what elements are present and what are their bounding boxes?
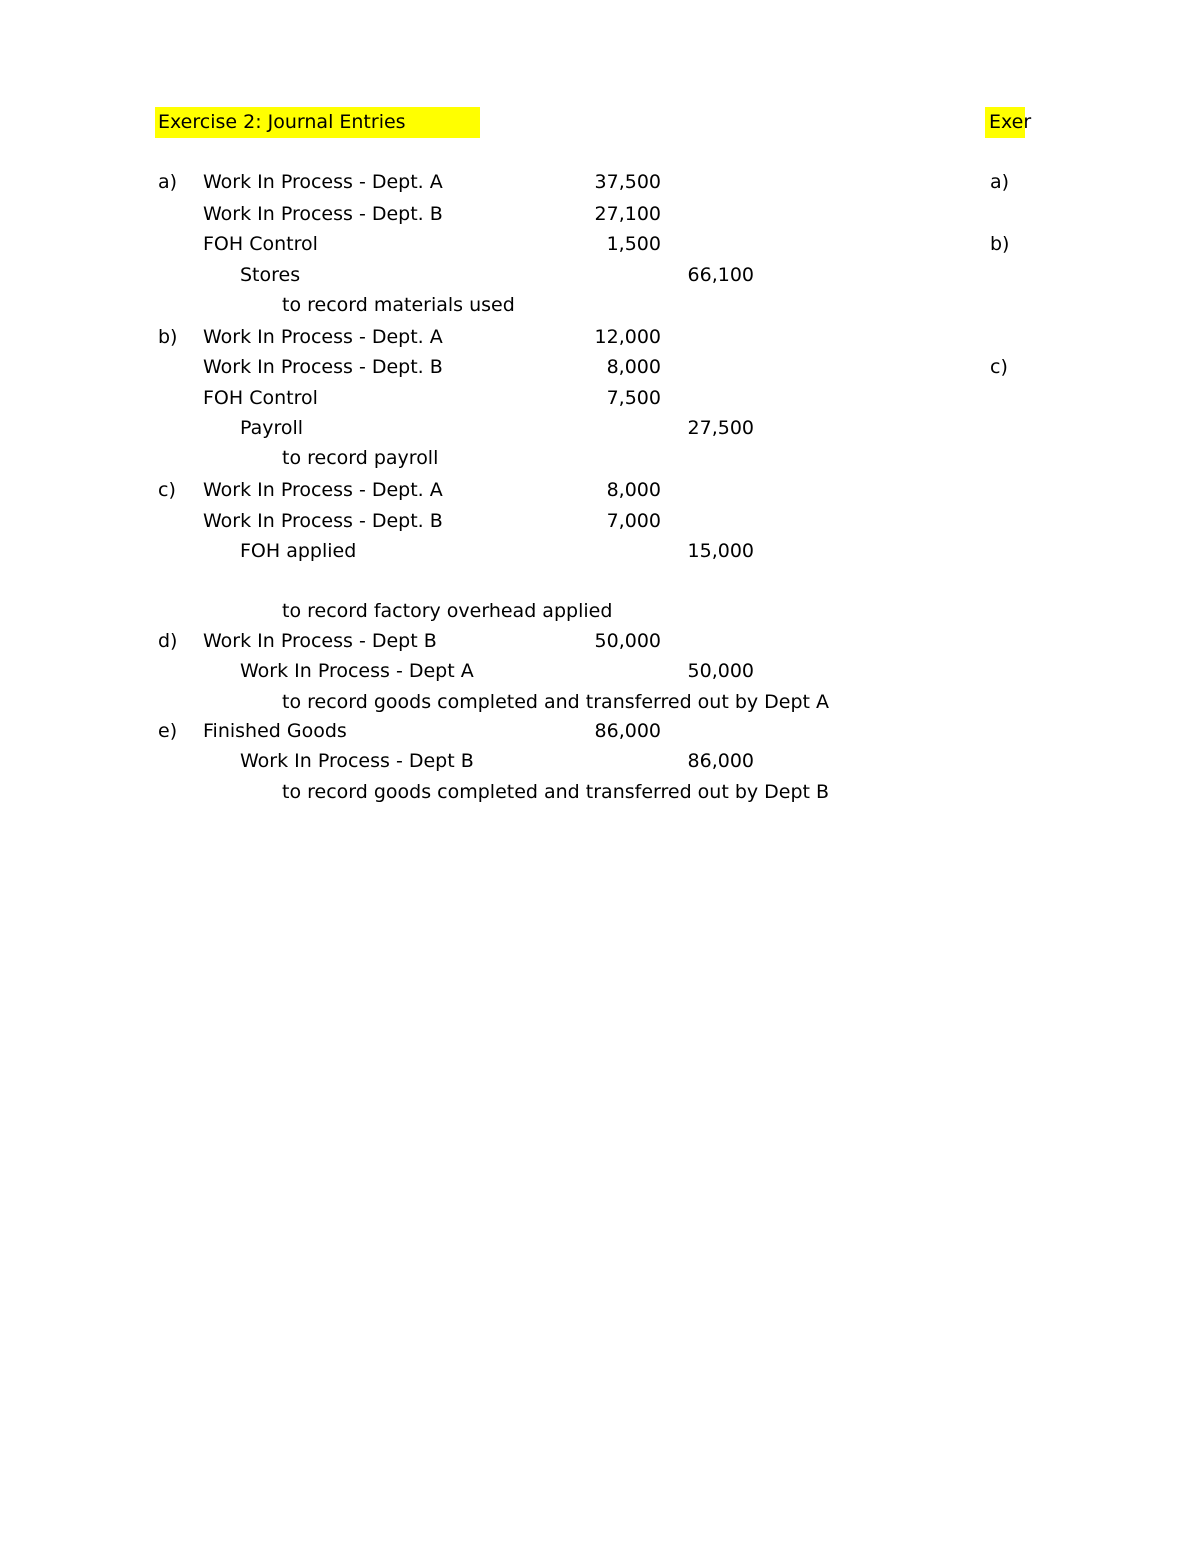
- entry-d-memo: to record goods completed and transferred out by Dept A: [282, 691, 830, 713]
- entry-e-debit-account: Finished Goods: [203, 720, 347, 742]
- entry-c-credit-account: FOH applied: [240, 540, 357, 562]
- entry-a-memo: to record materials used: [282, 294, 515, 316]
- entry-b-debit-account: Work In Process - Dept. A: [203, 326, 443, 348]
- entry-e-debit-amount: 86,000: [594, 720, 661, 742]
- entry-a-debit-amount: 37,500: [594, 171, 661, 193]
- entry-c-debit-amount: 8,000: [606, 479, 661, 501]
- entry-a-debit-account: FOH Control: [203, 233, 318, 255]
- entry-d-debit-account: Work In Process - Dept B: [203, 630, 437, 652]
- entry-e-credit-account: Work In Process - Dept B: [240, 750, 474, 772]
- entry-b-debit-amount: 12,000: [594, 326, 661, 348]
- exercise-title: Exercise 2: Journal Entries: [158, 111, 406, 133]
- entry-c-debit-amount: 7,000: [606, 510, 661, 532]
- entry-a-credit-account: Stores: [240, 264, 301, 286]
- entry-b-debit-amount: 7,500: [606, 387, 661, 409]
- entry-c-memo: to record factory overhead applied: [282, 600, 613, 622]
- entry-e-credit-amount: 86,000: [687, 750, 754, 772]
- next-exercise-title-highlight: [985, 107, 1032, 138]
- entry-a-debit-account: Work In Process - Dept. B: [203, 203, 443, 225]
- entry-c-debit-account: Work In Process - Dept. A: [203, 479, 443, 501]
- entry-b-debit-account: FOH Control: [203, 387, 318, 409]
- entry-a-credit-amount: 66,100: [687, 264, 754, 286]
- entry-a-debit-amount: 27,100: [594, 203, 661, 225]
- entry-d-debit-amount: 50,000: [594, 630, 661, 652]
- entry-c-credit-amount: 15,000: [687, 540, 754, 562]
- entry-a-letter: a): [158, 171, 178, 193]
- entry-a-debit-amount: 1,500: [606, 233, 661, 255]
- next-exercise-title: Exer: [989, 111, 1032, 133]
- entry-d-credit-amount: 50,000: [687, 660, 754, 682]
- entry-d-credit-account: Work In Process - Dept A: [240, 660, 474, 682]
- next-exercise-letter-c: c): [990, 356, 1008, 378]
- entry-b-letter: b): [158, 326, 178, 348]
- entry-c-debit-account: Work In Process - Dept. B: [203, 510, 443, 532]
- next-exercise-letter-b: b): [990, 233, 1010, 255]
- entry-b-memo: to record payroll: [282, 447, 439, 469]
- entry-b-debit-amount: 8,000: [606, 356, 661, 378]
- entry-e-memo: to record goods completed and transferred out by Dept B: [282, 781, 830, 803]
- entry-b-credit-amount: 27,500: [687, 417, 754, 439]
- entry-b-debit-account: Work In Process - Dept. B: [203, 356, 443, 378]
- next-exercise-letter-a: a): [990, 171, 1010, 193]
- entry-a-debit-account: Work In Process - Dept. A: [203, 171, 443, 193]
- entry-b-credit-account: Payroll: [240, 417, 304, 439]
- entry-d-letter: d): [158, 630, 178, 652]
- entry-e-letter: e): [158, 720, 178, 742]
- entry-c-letter: c): [158, 479, 176, 501]
